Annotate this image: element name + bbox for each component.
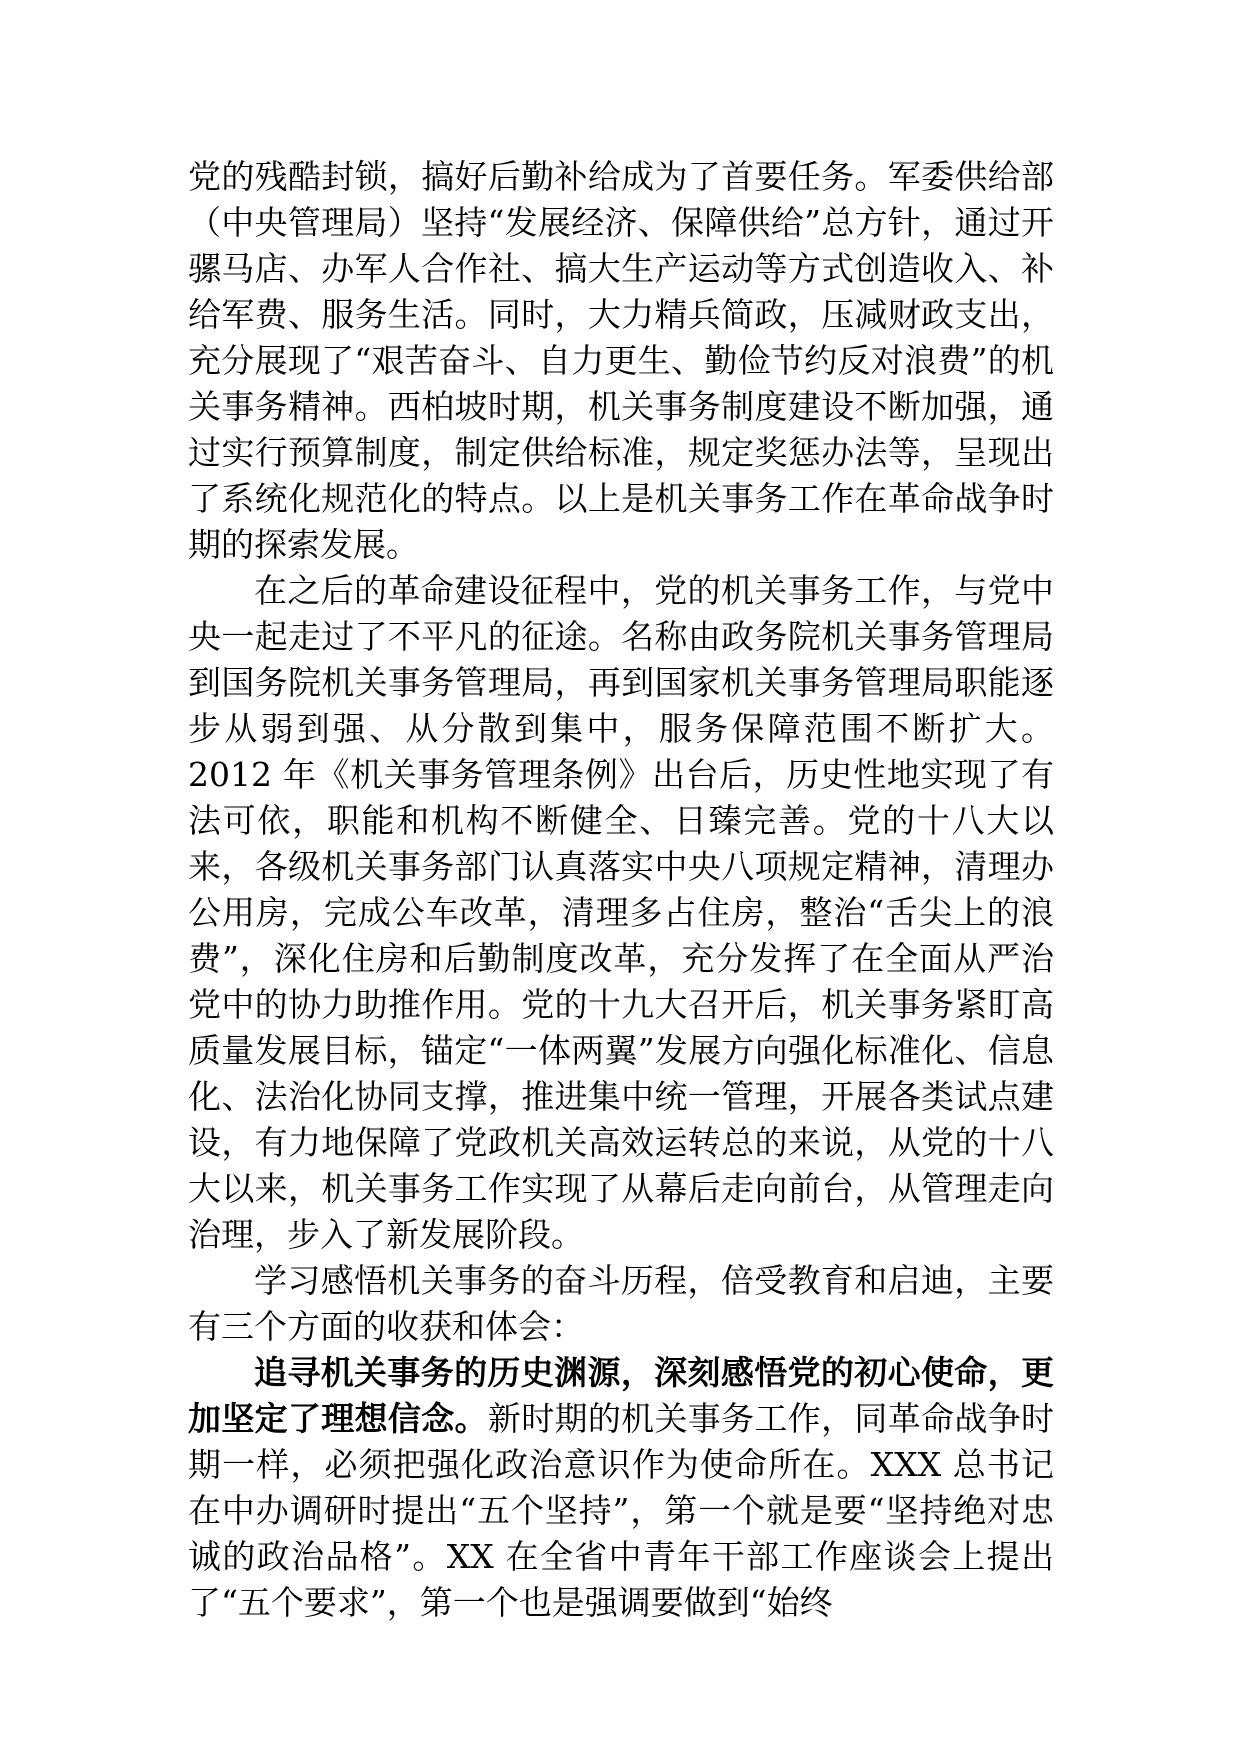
paragraph-text: 学习感悟机关事务的奋斗历程，倍受教育和启迪，主要有三个方面的收获和体会： [188,1261,1054,1346]
paragraph-learning-intro [188,1258,1054,1350]
document-page [188,154,1054,1626]
paragraph-text: 新时期的机关事务工作，同革命战争时期一样，必须把强化政治意识作为使命所在。XXX 总书记在中办调研时提出“五个坚持”，第一个就是要“坚持绝对忠诚的政治品格”。XX 在全省中青年干部工作座谈会上提出了“五个要求”，第一个也是强调要做到“始终 [188,1399,1055,1622]
paragraph-first-takeaway [188,1350,1054,1626]
paragraph-development-history [188,568,1054,1258]
paragraph-text: 在之后的革命建设征程中，党的机关事务工作，与党中央一起走过了不平凡的征途。名称由政务院机关事务管理局到国务院机关事务管理局，再到国家机关事务管理局职能逐步从弱到强、从分散到集中，服务保障范围不断扩大。2012 年《机关事务管理条例》出台后，历史性地实现了有法可依，职能和机构不断健全、日臻完善。党的十八大以来，各级机关事务部门认真落实中央八项规定精神，清理办公用房，完成公车改革，清理多占住房，整治“舌尖上的浪费”，深化住房和后勤制度改革，充分发挥了在全面从严治党中的协力助推作用。党的十九大召开后，机关事务紧盯高质量发展目标，锚定“一体两翼”发展方向强化标准化、信息化、法治化协同支撑，推进集中统一管理，开展各类试点建设，有力地保障了党政机关高效运转总的来说，从党的十八大以来，机关事务工作实现了从幕后走向前台，从管理走向治理，步入了新发展阶段。 [188,571,1054,1254]
paragraph-bold-heading: 追寻机关事务的历史渊源，深刻感悟党的初心使命，更加坚定了理想信念。 [188,1353,1054,1438]
paragraph-text: 党的残酷封锁，搞好后勤补给成为了首要任务。军委供给部（中央管理局）坚持“发展经济、保障供给”总方针，通过开骡马店、办军人合作社、搞大生产运动等方式创造收入、补给军费、服务生活。同时，大力精兵简政，压减财政支出，充分展现了“艰苦奋斗、自力更生、勤俭节约反对浪费”的机关事务精神。西柏坡时期，机关事务制度建设不断加强，通过实行预算制度，制定供给标准，规定奖惩办法等，呈现出了系统化规范化的特点。以上是机关事务工作在革命战争时期的探索发展。 [188,157,1054,564]
paragraph-supply-history [188,154,1054,568]
